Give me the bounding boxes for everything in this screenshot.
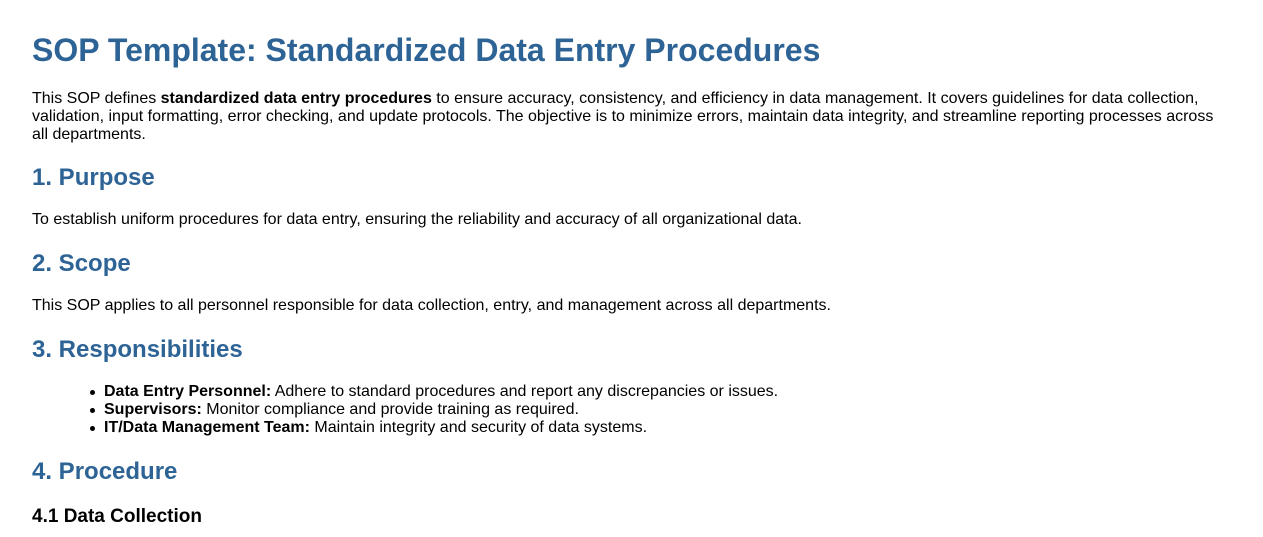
list-item: [104, 383, 778, 401]
purpose-heading: 1. Purpose: [32, 164, 155, 191]
role-label: IT/Data Management Team:: [104, 419, 310, 436]
responsibilities-list: [32, 383, 778, 437]
intro-text-end: to ensure accuracy, consistency, and efficiency in data management. It covers guidelines for data collection, validation, input formatting, error checking, and update protocols. The objective is to minimize errors, maintain data integrity, and streamline reporting processes across all departments.: [32, 90, 1214, 143]
page-title: SOP Template: Standardized Data Entry Procedures: [32, 32, 821, 68]
intro-paragraph: [32, 90, 1222, 144]
intro-bold-text: standardized data entry procedures: [160, 90, 432, 107]
role-description: Adhere to standard procedures and report any discrepancies or issues.: [271, 383, 779, 400]
scope-heading: 2. Scope: [32, 250, 131, 277]
responsibilities-heading: 3. Responsibilities: [32, 336, 243, 363]
list-item: [104, 401, 778, 419]
procedure-heading: 4. Procedure: [32, 458, 178, 485]
purpose-text: To establish uniform procedures for data entry, ensuring the reliability and accuracy of all organizational data.: [32, 211, 802, 228]
role-description: Maintain integrity and security of data systems.: [309, 419, 648, 436]
intro-text-start: This SOP defines: [32, 90, 161, 107]
list-item: [104, 419, 778, 437]
role-description: Monitor compliance and provide training as required.: [201, 401, 579, 418]
data-collection-subheading: 4.1 Data Collection: [32, 506, 202, 527]
scope-text: This SOP applies to all personnel responsible for data collection, entry, and management across all departments.: [32, 297, 831, 314]
role-label: Data Entry Personnel:: [104, 383, 272, 400]
role-label: Supervisors:: [104, 401, 202, 418]
